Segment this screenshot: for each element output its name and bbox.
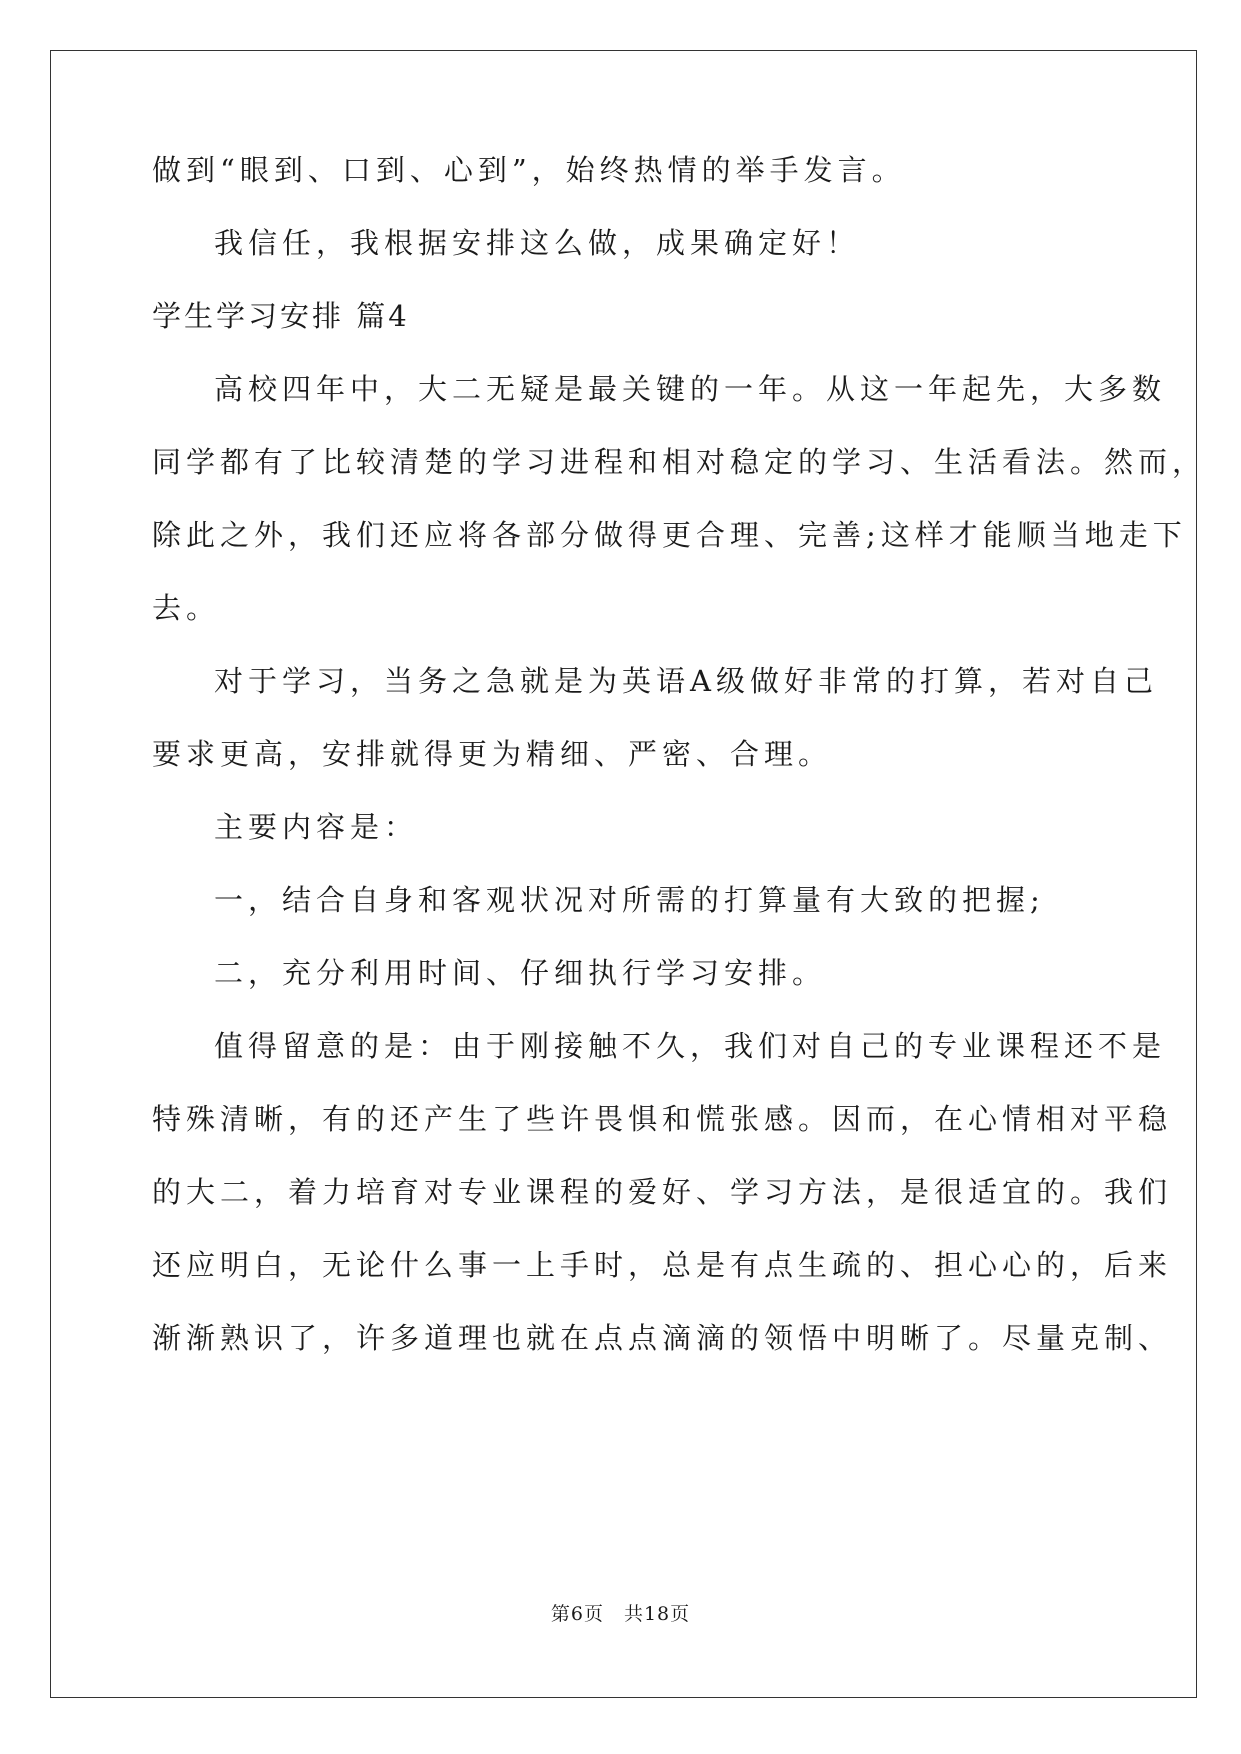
paragraph-line: 特殊清晰，有的还产生了些许畏惧和慌张感。因而，在心情相对平稳 <box>152 1102 1173 1136</box>
page-number: 第6页 共18页 <box>550 1603 691 1625</box>
paragraph-line: 主要内容是： <box>214 810 419 844</box>
paragraph-line: 去。 <box>152 591 221 625</box>
section-heading: 学生学习安排 篇4 <box>152 299 410 333</box>
paragraph-line: 做到“眼到、口到、心到”，始终热情的举手发言。 <box>152 153 906 187</box>
paragraph-line: 的大二，着力培育对专业课程的爱好、学习方法，是很适宜的。我们 <box>152 1175 1173 1209</box>
paragraph-line: 对于学习，当务之急就是为英语A级做好非常的打算，若对自己 <box>214 664 1158 698</box>
paragraph-line: 高校四年中，大二无疑是最关键的一年。从这一年起先，大多数 <box>214 372 1167 406</box>
paragraph-line: 还应明白，无论什么事一上手时，总是有点生疏的、担心心的，后来 <box>152 1248 1173 1282</box>
paragraph-line: 要求更高，安排就得更为精细、严密、合理。 <box>152 737 833 771</box>
paragraph-line: 值得留意的是：由于刚接触不久，我们对自己的专业课程还不是 <box>214 1029 1167 1063</box>
paragraph-line: 渐渐熟识了，许多道理也就在点点滴滴的领悟中明晰了。尽量克制、 <box>152 1321 1173 1355</box>
paragraph-line: 同学都有了比较清楚的学习进程和相对稳定的学习、生活看法。然而， <box>152 445 1207 479</box>
paragraph-line: 除此之外，我们还应将各部分做得更合理、完善;这样才能顺当地走下 <box>152 518 1187 552</box>
list-item: 一，结合自身和客观状况对所需的打算量有大致的把握; <box>214 883 1045 917</box>
list-item: 二，充分利用时间、仔细执行学习安排。 <box>214 956 827 990</box>
paragraph-line: 我信任，我根据安排这么做，成果确定好！ <box>214 226 861 260</box>
